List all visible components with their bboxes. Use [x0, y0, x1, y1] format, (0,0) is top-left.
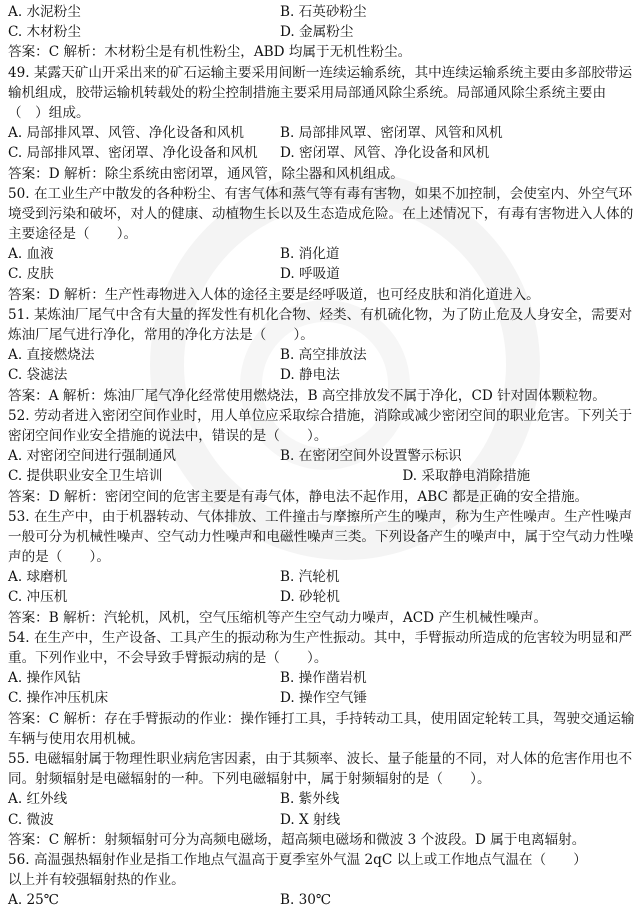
option-right: D. 金属粉尘 — [280, 24, 354, 41]
option-right: B. 操作凿岩机 — [280, 670, 367, 687]
text-line: 以上并有较强辐射热的作业。 — [8, 872, 185, 889]
option-left: C. 袋滤法 — [8, 367, 68, 384]
option-left: A. 红外线 — [8, 791, 68, 808]
option-row — [8, 890, 636, 910]
text-line: 车辆与使用农用机械。 — [8, 730, 144, 747]
option-row — [8, 22, 636, 42]
text-line: 答案：C 解析：存在手臂振动的作业：操作锤打工具，手持转动工具，使用固定轮转工具，驾驶交通运输 — [8, 710, 635, 727]
option-right: D. 砂轮机 — [280, 589, 340, 606]
option-right: B. 30℃ — [280, 892, 332, 909]
option-right: D. 静电法 — [280, 367, 340, 384]
text-line: 声的是（ ）。 — [8, 549, 110, 566]
option-left: A. 操作风钻 — [8, 670, 81, 687]
option-row — [8, 446, 636, 466]
text-line: 境受到污染和破坏，对人的健康、动植物生长以及生态造成危险。在上述情况下，有毒有害物进入人体的 — [8, 205, 634, 222]
option-left: C. 操作冲压机床 — [8, 690, 109, 707]
text-line: 炼油厂尾气进行净化，常用的净化方法是（ ）。 — [8, 327, 314, 343]
text-line: 答案：D 解析：密闭空间的危害主要是有毒气体，静电法不起作用，ABC 都是正确的安全措施。 — [8, 488, 589, 505]
text-line: 53. 在生产中，由于机器转动、气体排放、工件撞击与摩擦所产生的噪声，称为生产性噪声。生产性噪声 — [8, 508, 633, 525]
option-right: D. 密闭罩、风管、净化设备和风机 — [280, 145, 490, 162]
option-left: C. 木材粉尘 — [8, 24, 81, 41]
option-right: B. 局部排风罩、密闭罩、风管和风机 — [280, 125, 503, 142]
option-left: A. 对密闭空间进行强制通风 — [8, 448, 176, 465]
option-row — [8, 143, 636, 163]
text-line: 答案：B 解析：汽轮机，风机，空气压缩机等产生空气动力噪声，ACD 产生机械性噪声。 — [8, 609, 548, 626]
option-left: C. 局部排风罩、密闭罩、净化设备和风机 — [8, 145, 258, 162]
option-left: C. 冲压机 — [8, 589, 68, 606]
text-line: 54. 在生产中，生产设备、工具产生的振动称为生产性振动。其中，手臂振动所造成的危害较为明显和严 — [8, 629, 633, 646]
text-line: 52. 劳动者进入密闭空间作业时，用人单位应采取综合措施，消除或减少密闭空间的职业危害。下列关于 — [8, 407, 633, 424]
option-row — [8, 567, 636, 587]
text-line: 重。下列作业中，不会导致手臂振动病的是（ ）。 — [8, 650, 328, 666]
option-left: C. 皮肤 — [8, 266, 54, 283]
option-left: A. 直接燃烧法 — [8, 347, 95, 364]
option-row — [8, 688, 636, 708]
text-line: 答案：A 解析：炼油厂尾气净化经常使用燃烧法，B 高空排放发不属于净化，CD 针对固体颗粒物。 — [8, 387, 606, 404]
option-right: B. 在密闭空间外设置警示标识 — [280, 448, 462, 465]
option-row — [8, 466, 636, 486]
option-row — [8, 365, 636, 385]
text-line: 56. 高温强热辐射作业是指工作地点气温高于夏季室外气温 2qC 以上或工作地点气温在（ ） — [8, 851, 587, 868]
text-line: 同。射频辐射是电磁辐射的一种。下列电磁辐射中，属于射频辐射的是（ ）。 — [8, 771, 491, 788]
option-row — [8, 2, 636, 22]
text-line: 答案：D 解析：除尘系统由密闭罩，通风管，除尘器和风机组成。 — [8, 165, 404, 182]
option-left: A. 水泥粉尘 — [8, 4, 81, 20]
option-row — [8, 264, 636, 284]
text-line: 答案：D 解析：生产性毒物进入人体的途径主要是经呼吸道，也可经皮肤和消化道进入。 — [8, 286, 540, 303]
option-left: C. 微波 — [8, 811, 54, 828]
option-right: D. X 射线 — [280, 811, 341, 828]
option-right: B. 紫外线 — [280, 791, 340, 808]
text-line: 密闭空间作业安全措施的说法中，错误的是（ ）。 — [8, 427, 328, 444]
text-line: 主要途径是（ ）。 — [8, 226, 138, 243]
text-line: （ ）组成。 — [8, 104, 90, 121]
option-row — [8, 668, 636, 688]
text-line: 答案：C 解析：木材粉尘是有机性粉尘，ABD 均属于无机性粉尘。 — [8, 44, 412, 61]
text-line: 答案：C 解析：射频辐射可分为高频电磁场，超高频电磁场和微波 3 个波段。D 属于电离辐射。 — [8, 831, 586, 848]
option-row — [8, 587, 636, 607]
text-line: 一般可分为机械性噪声、空气动力性噪声和电磁性噪声三类。下列设备产生的噪声中，属于空气动力性噪 — [8, 528, 634, 545]
option-right: B. 高空排放法 — [280, 347, 367, 364]
option-left: A. 局部排风罩、风管、净化设备和风机 — [8, 125, 244, 142]
option-right: B. 石英砂粉尘 — [280, 4, 367, 20]
option-right: B. 汽轮机 — [280, 569, 340, 586]
option-row — [8, 244, 636, 264]
text-line: 55. 电磁辐射属于物理性职业病危害因素，由于其频率、波长、量子能量的不同，对人体的危害作用也不 — [8, 750, 633, 767]
option-left: C. 提供职业安全卫生培训 — [8, 468, 163, 485]
document-body — [8, 2, 636, 910]
option-row — [8, 345, 636, 365]
option-right: D. 操作空气锤 — [280, 690, 368, 707]
option-right: D. 采取静电消除措施 — [280, 468, 531, 485]
text-line: 输机组成，胶带运输机转载处的粉尘控制措施主要采用局部通风除尘系统。局部通风除尘系统主要由 — [8, 84, 607, 101]
text-line: 50. 在工业生产中散发的各种粉尘、有害气体和蒸气等有毒有害物，如果不加控制，会使室内、外空气环 — [8, 185, 633, 202]
option-row — [8, 123, 636, 143]
option-left: A. 球磨机 — [8, 569, 68, 586]
option-left: A. 25℃ — [8, 892, 59, 909]
text-line: 51. 某炼油厂尾气中含有大量的挥发性有机化合物、烃类、有机硫化物，为了防止危及人身安全，需要对 — [8, 306, 633, 323]
text-line: 49. 某露天矿山开采出来的矿石运输主要采用间断一连续运输系统，其中连续运输系统主要由多部胶带运 — [8, 64, 633, 81]
option-row — [8, 810, 636, 830]
option-right: D. 呼吸道 — [280, 266, 340, 283]
option-row — [8, 789, 636, 809]
option-left: A. 血液 — [8, 246, 54, 263]
option-right: B. 消化道 — [280, 246, 340, 263]
